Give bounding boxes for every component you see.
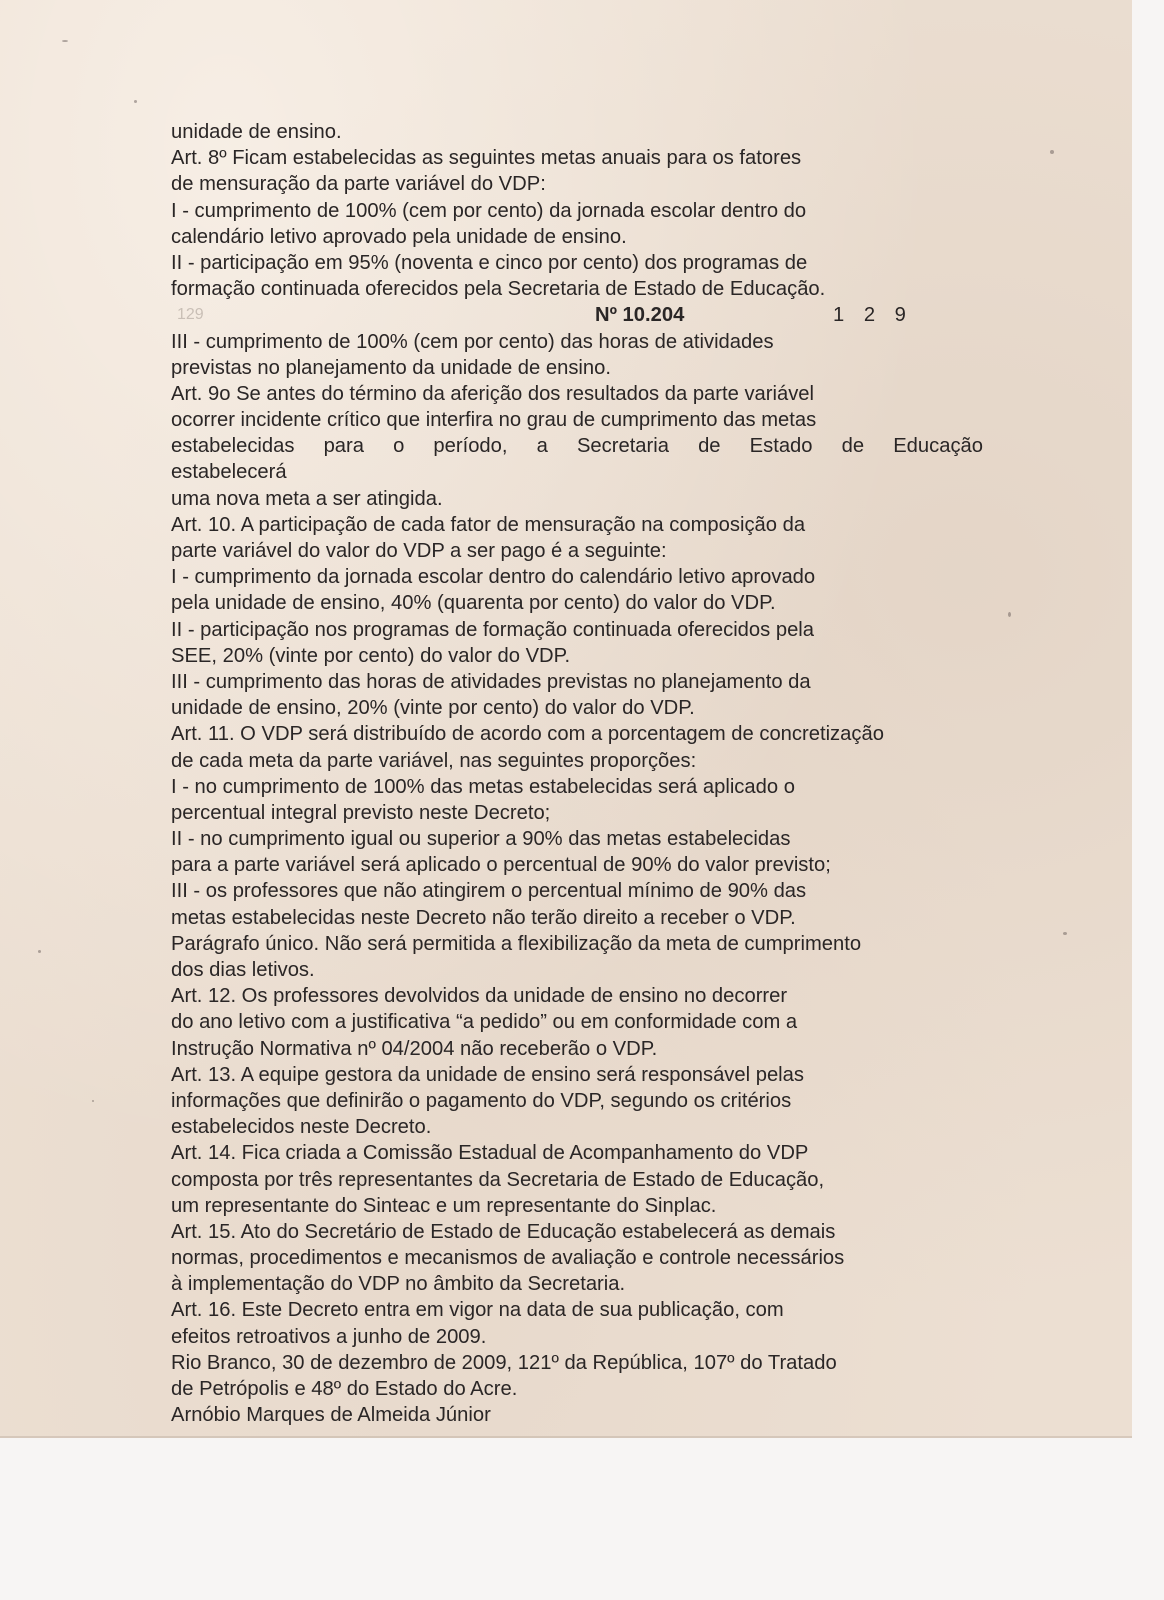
text-line: estabelecidos neste Decreto. — [171, 1116, 432, 1139]
paper-speck — [92, 1100, 94, 1102]
text-line: II - participação nos programas de formação continuada oferecidos pela — [171, 618, 815, 641]
text-line: Arnóbio Marques de Almeida Júnior — [171, 1404, 491, 1427]
text-line: Art. 10. A participação de cada fator de mensuração na composição da — [171, 513, 806, 536]
text-line: à implementação do VDP no âmbito da Secretaria. — [171, 1273, 626, 1296]
text-block-before-header — [171, 119, 981, 302]
justified-text-line — [171, 433, 983, 459]
text-line: estabelecerá — [171, 461, 287, 484]
paper-speck — [1050, 150, 1054, 154]
page-number: 1 2 9 — [833, 304, 913, 327]
text-word: período, — [433, 435, 508, 458]
document-body — [171, 119, 981, 1428]
text-line: do ano letivo com a justificativa “a pedido” ou em conformidade com a — [171, 1011, 798, 1034]
text-line: percentual integral previsto neste Decreto; — [171, 801, 551, 824]
paper-speck — [134, 100, 137, 103]
text-line: Rio Branco, 30 de dezembro de 2009, 121º da República, 107º do Tratado — [171, 1351, 837, 1374]
text-block-middle — [171, 329, 981, 434]
gazette-number: Nº 10.204 — [595, 304, 685, 327]
text-line: Art. 11. O VDP será distribuído de acordo com a porcentagem de concretização — [171, 723, 884, 746]
text-word: de — [698, 435, 721, 458]
text-line: III - cumprimento das horas de atividades previstas no planejamento da — [171, 670, 811, 693]
text-line: para a parte variável será aplicado o percentual de 90% do valor previsto; — [171, 854, 831, 877]
text-line: formação continuada oferecidos pela Secretaria de Estado de Educação. — [171, 278, 826, 301]
text-line: dos dias letivos. — [171, 959, 315, 981]
paper-speck — [38, 950, 41, 953]
text-line: II - participação em 95% (noventa e cinco por cento) dos programas de — [171, 251, 808, 274]
text-line: I - no cumprimento de 100% das metas estabelecidas será aplicado o — [171, 775, 795, 798]
text-line: de Petrópolis e 48º do Estado do Acre. — [171, 1378, 518, 1400]
text-line: Art. 12. Os professores devolvidos da unidade de ensino no decorrer — [171, 985, 788, 1008]
text-line: parte variável do valor do VDP a ser pago é a seguinte: — [171, 540, 667, 562]
text-line: efeitos retroativos a junho de 2009. — [171, 1325, 487, 1348]
text-line: III - cumprimento de 100% (cem por cento) das horas de atividades — [171, 330, 774, 353]
text-word: Secretaria — [576, 435, 669, 458]
text-line: Art. 15. Ato do Secretário de Estado de Educação estabelecerá as demais — [171, 1220, 836, 1243]
text-word: Educação — [893, 435, 983, 458]
text-word: o — [393, 435, 405, 458]
text-line: informações que definirão o pagamento do VDP, segundo os critérios — [171, 1089, 792, 1112]
text-word: estabelecidas — [171, 435, 295, 458]
text-line: de mensuração da parte variável do VDP: — [171, 173, 546, 196]
text-line: normas, procedimentos e mecanismos de avaliação e controle necessários — [171, 1247, 845, 1270]
text-line: de cada meta da parte variável, nas seguintes proporções: — [171, 749, 697, 772]
text-line: Art. 8º Ficam estabelecidas as seguintes metas anuais para os fatores — [171, 147, 802, 170]
text-line: unidade de ensino. — [171, 121, 342, 143]
text-line: II - no cumprimento igual ou superior a 90% das metas estabelecidas — [171, 828, 791, 851]
text-word: para — [323, 435, 364, 458]
text-line: um representante do Sinteac e um representante do Sinplac. — [171, 1194, 717, 1217]
text-line: I - cumprimento da jornada escolar dentro do calendário letivo aprovado — [171, 566, 816, 589]
text-line: uma nova meta a ser atingida. — [171, 487, 443, 510]
text-block-after — [171, 459, 981, 1428]
text-line: Art. 16. Este Decreto entra em vigor na data de sua publicação, com — [171, 1299, 784, 1322]
text-line: SEE, 20% (vinte por cento) do valor do VDP. — [171, 644, 571, 667]
faded-page-mark: 129 — [177, 306, 204, 324]
text-line: III - os professores que não atingirem o percentual mínimo de 90% das — [171, 880, 807, 903]
text-line: calendário letivo aprovado pela unidade de ensino. — [171, 225, 627, 248]
text-line: pela unidade de ensino, 40% (quarenta por cento) do valor do VDP. — [171, 592, 776, 615]
text-line: Art. 13. A equipe gestora da unidade de ensino será responsável pelas — [171, 1063, 804, 1086]
paper-speck — [62, 40, 68, 42]
text-line: I - cumprimento de 100% (cem por cento) da jornada escolar dentro do — [171, 199, 807, 222]
page-header — [171, 302, 981, 328]
paper-speck — [1008, 612, 1011, 617]
text-line: Instrução Normativa nº 04/2004 não receberão o VDP. — [171, 1037, 658, 1060]
text-line: composta por três representantes da Secretaria de Estado de Educação, — [171, 1168, 825, 1191]
text-line: Parágrafo único. Não será permitida a flexibilização da meta de cumprimento — [171, 932, 862, 955]
text-line: ocorrer incidente crítico que interfira no grau de cumprimento das metas — [171, 409, 817, 432]
text-line: previstas no planejamento da unidade de ensino. — [171, 356, 611, 379]
text-line: unidade de ensino, 20% (vinte por cento) do valor do VDP. — [171, 697, 695, 720]
text-line: Art. 9o Se antes do término da aferição dos resultados da parte variável — [171, 382, 815, 405]
text-word: de — [841, 435, 865, 458]
text-line: metas estabelecidas neste Decreto não terão direito a receber o VDP. — [171, 906, 796, 929]
paper-speck — [1063, 932, 1067, 935]
text-word: Estado — [749, 435, 813, 458]
text-line: Art. 14. Fica criada a Comissão Estadual de Acompanhamento do VDP — [171, 1142, 809, 1165]
text-word: a — [536, 435, 548, 458]
